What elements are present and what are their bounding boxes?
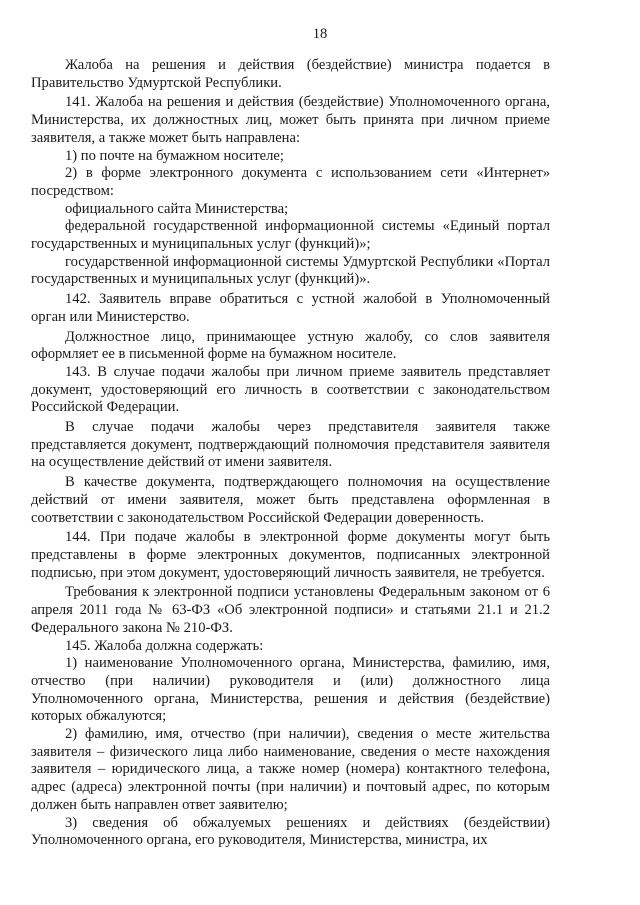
list-item-appealed-decisions: 3) сведения об обжалуемых решениях и действиях (бездействии) Уполномоченного органа, его руководителя, Министерства, министра, их xyxy=(31,814,550,849)
list-item-ministry-site: официального сайта Министерства; xyxy=(65,200,289,217)
list-item-applicant-details: 2) фамилию, имя, отчество (при наличии), сведения о месте жительства заявителя – физического лица либо наименование, сведения о месте нахождения заявителя – юридического лица, а также номер (номера) контактного телефона, адрес (адреса) электронной почты (при наличии) и почтовый адрес, по которым должен быть направлен ответ заявителю; xyxy=(31,726,550,813)
list-item-regional-portal: государственной информационной системы Удмуртской Республики «Портал государственных и муниципальных услуг (функций)». xyxy=(31,253,550,288)
list-item-electronic: 2) в форме электронного документа с использованием сети «Интернет» посредством: xyxy=(31,165,550,199)
paragraph-144: 144. При подаче жалобы в электронной форме документы могут быть представлены в форме электронных документов, подписанных электронной подписью, при этом документ, удостоверяющий личность заявителя, не требуется. xyxy=(31,529,550,581)
paragraph-141: 141. Жалоба на решения и действия (бездействие) Уполномоченного органа, Министерства, их должностных лиц, может быть принята при личном приеме заявителя, а также может быть направлена: xyxy=(31,94,550,146)
paragraph-signature-requirements: Требования к электронной подписи установлены Федеральным законом от 6 апреля 2011 года № 63-ФЗ «Об электронной подписи» и статьями 21.1 и 21.2 Федерального закона № 210-ФЗ. xyxy=(31,584,550,636)
document-body xyxy=(31,57,550,850)
list-item-mail: 1) по почте на бумажном носителе; xyxy=(65,147,284,164)
list-item-authority-name: 1) наименование Уполномоченного органа, Министерства, фамилию, имя, отчество (при наличии) руководителя и (или) должностного лица Уполномоченного органа, Министерства, решения и действия (бездействие) которых обжалуются; xyxy=(31,655,550,725)
paragraph-142: 142. Заявитель вправе обратиться с устной жалобой в Уполномоченный орган или Министерство. xyxy=(31,291,550,325)
paragraph-143: 143. В случае подачи жалобы при личном приеме заявитель представляет документ, удостоверяющий его личность в соответствии с законодательством Российской Федерации. xyxy=(31,363,550,416)
paragraph-145: 145. Жалоба должна содержать: xyxy=(65,637,264,654)
paragraph-oral-complaint: Должностное лицо, принимающее устную жалобу, со слов заявителя оформляет ее в письменной форме на бумажном носителе. xyxy=(31,328,550,363)
page-number: 18 xyxy=(312,26,328,42)
paragraph-complaint-minister: Жалоба на решения и действия (бездействие) министра подается в Правительство Удмуртской Республики. xyxy=(31,57,550,91)
paragraph-representative: В случае подачи жалобы через представителя заявителя также представляется документ, подтверждающий полномочия представителя заявителя на осуществление действий от имени заявителя. xyxy=(31,419,550,471)
paragraph-power-of-attorney: В качестве документа, подтверждающего полномочия на осуществление действий от имени заявителя, может быть представлена оформленная в соответствии с законодательством Российской Федерации доверенность. xyxy=(31,474,550,526)
list-item-federal-portal: федеральной государственной информационной системы «Единый портал государственных и муниципальных услуг (функций)»; xyxy=(31,218,550,253)
